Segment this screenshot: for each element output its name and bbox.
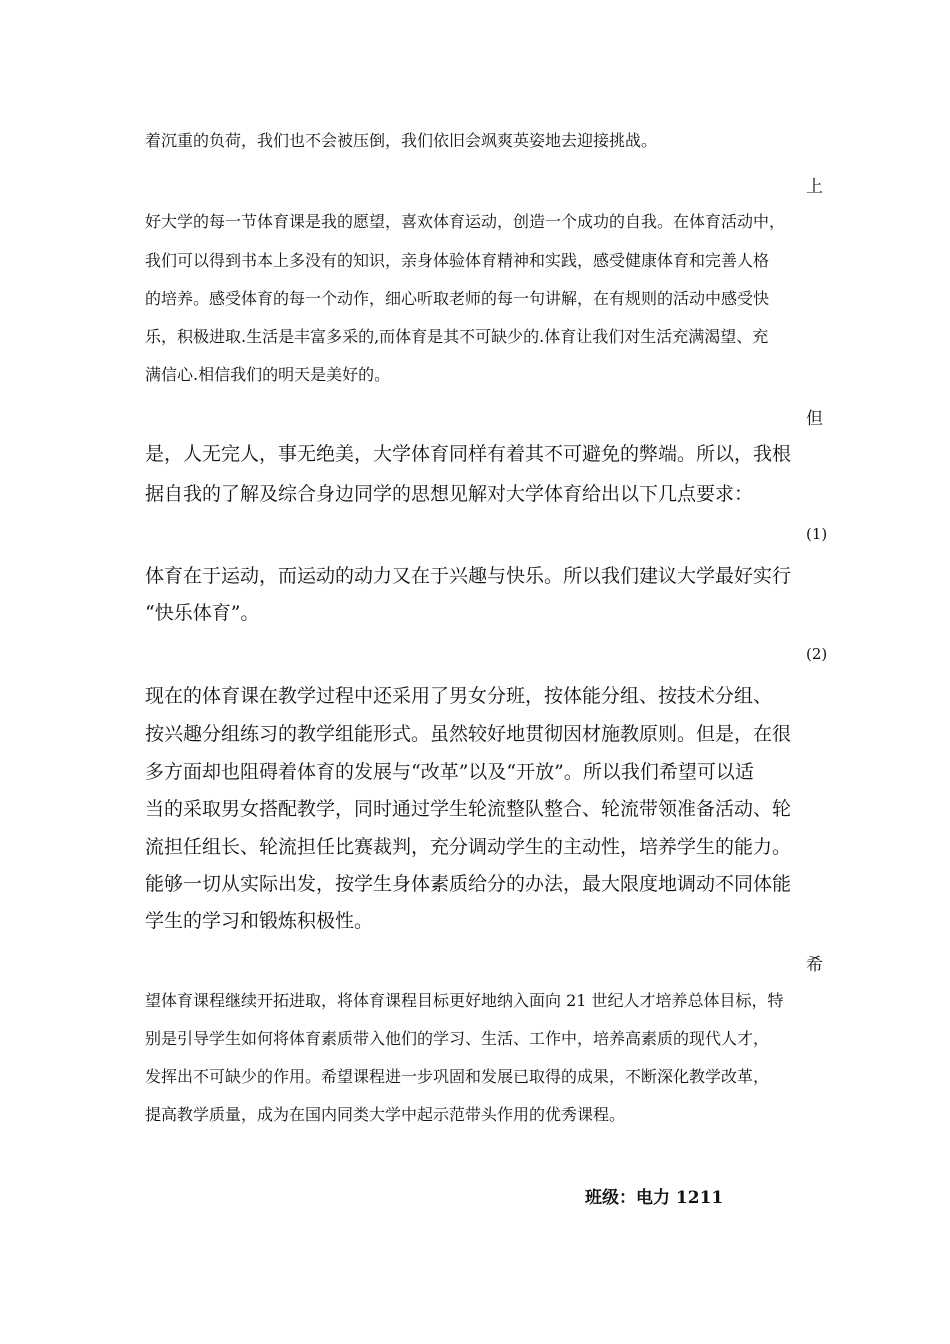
item-1-number: (1) — [806, 525, 828, 543]
paragraph-2-line: 据自我的了解及综合身边同学的思想见解对大学体育给出以下几点要求： — [145, 483, 754, 505]
class-label: 班级：电力 1211 — [585, 1188, 724, 1208]
item-2-line: 当的采取男女搭配教学，同时通过学生轮流整队整合、轮流带领准备活动、轮 — [145, 798, 792, 820]
item-2-number: (2) — [806, 645, 828, 663]
paragraph-3-line: 别是引导学生如何将体育素质带入他们的学习、生活、工作中，培养高素质的现代人才， — [145, 1029, 770, 1048]
paragraph-top-line: 着沉重的负荷，我们也不会被压倒，我们依旧会飒爽英姿地去迎接挑战。 — [145, 131, 658, 150]
item-2-line: 流担任组长、轮流担任比赛裁判，充分调动学生的主动性，培养学生的能力。 — [145, 836, 792, 858]
paragraph-1-line: 好大学的每一节体育课是我的愿望，喜欢体育运动，创造一个成功的自我。在体育活动中， — [145, 212, 786, 231]
item-2-line: 能够一切从实际出发，按学生身体素质给分的办法，最大限度地调动不同体能 — [145, 873, 792, 895]
paragraph-2-line: 是，人无完人，事无绝美，大学体育同样有着其不可避免的弊端。所以，我根 — [145, 443, 792, 465]
paragraph-3-lead-char: 希 — [806, 955, 823, 975]
paragraph-2-lead-char: 但 — [806, 409, 823, 429]
item-2-line: 按兴趣分组练习的教学组能形式。虽然较好地贯彻因材施教原则。但是，在很 — [145, 723, 792, 745]
paragraph-3-line: 提高教学质量，成为在国内同类大学中起示范带头作用的优秀课程。 — [145, 1105, 626, 1124]
paragraph-1-line: 乐，积极进取.生活是丰富多采的,而体育是其不可缺少的.体育让我们对生活充满渴望、充 — [145, 327, 769, 346]
paragraph-1-lead-char: 上 — [806, 177, 823, 197]
paragraph-1-line: 我们可以得到书本上多没有的知识，亲身体验体育精神和实践，感受健康体育和完善人格 — [145, 251, 770, 270]
item-1-line: “快乐体育”。 — [145, 602, 260, 624]
item-2-line: 现在的体育课在教学过程中还采用了男女分班，按体能分组、按技术分组、 — [145, 685, 773, 707]
item-1-line: 体育在于运动，而运动的动力又在于兴趣与快乐。所以我们建议大学最好实行 — [145, 565, 792, 587]
paragraph-1-line: 满信心.相信我们的明天是美好的。 — [145, 365, 391, 384]
item-2-line: 学生的学习和锻炼积极性。 — [145, 910, 374, 932]
paragraph-1-line: 的培养。感受体育的每一个动作，细心听取老师的每一句讲解，在有规则的活动中感受快 — [145, 289, 770, 308]
item-2-line: 多方面却也阻碍着体育的发展与“改革”以及“开放”。所以我们希望可以适 — [145, 761, 754, 783]
paragraph-3-line: 发挥出不可缺少的作用。希望课程进一步巩固和发展已取得的成果，不断深化教学改革， — [145, 1067, 770, 1086]
paragraph-3-line: 望体育课程继续开拓进取，将体育课程目标更好地纳入面向 21 世纪人才培养总体目标，特 — [145, 991, 784, 1010]
